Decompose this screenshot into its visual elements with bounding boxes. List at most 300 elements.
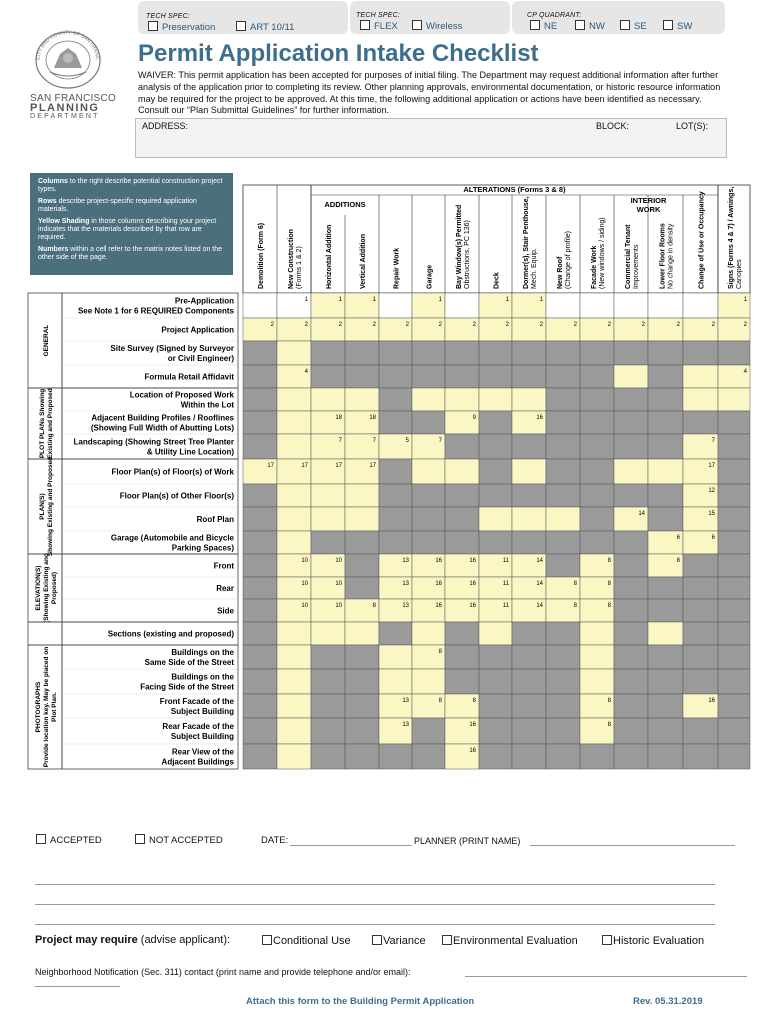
column-header: Lower Floor Rooms	[659, 223, 667, 289]
matrix-cell	[546, 744, 580, 769]
cell-note-number: 2	[505, 322, 509, 328]
matrix-cell	[718, 694, 750, 718]
checkbox-icon	[442, 935, 452, 945]
matrix-cell	[277, 718, 311, 744]
matrix-cell	[683, 718, 718, 744]
matrix-cell	[512, 388, 546, 411]
matrix-cell	[718, 622, 750, 645]
cell-note-number: 1	[372, 297, 376, 303]
column-header: Garage	[426, 264, 434, 289]
matrix-cell	[512, 622, 546, 645]
cell-note-number: 2	[607, 322, 611, 328]
matrix-cell	[345, 744, 379, 769]
matrix-cell	[479, 434, 512, 459]
matrix-cell	[718, 744, 750, 769]
matrix-cell	[311, 365, 345, 388]
cell-note-number: 17	[708, 463, 715, 469]
column-header: Repair Work	[393, 247, 401, 289]
neighborhood-line-1[interactable]	[465, 976, 747, 977]
matrix-cell	[243, 599, 277, 622]
page-title: Permit Application Intake Checklist	[138, 40, 539, 67]
cell-note-number: 10	[301, 558, 308, 564]
row-label: Rear View of the	[171, 747, 234, 757]
row-label: Sections (existing and proposed)	[107, 629, 234, 639]
matrix-cell	[718, 599, 750, 622]
cell-note-number: 10	[301, 581, 308, 587]
row-label: Within the Lot	[180, 400, 234, 410]
matrix-cell	[379, 365, 412, 388]
matrix-cell	[512, 645, 546, 669]
matrix-cell	[379, 293, 412, 318]
row-label: Project Application	[161, 325, 234, 335]
matrix-cell	[614, 622, 648, 645]
cell-note-number: 2	[405, 322, 409, 328]
section-label: PLOT PLANs Showing	[39, 388, 46, 459]
cell-note-number: 13	[402, 698, 409, 704]
variance-checkbox[interactable]: Variance	[372, 935, 426, 947]
group-interior-label: INTERIOR	[630, 196, 667, 205]
matrix-cell	[277, 744, 311, 769]
matrix-cell	[311, 622, 345, 645]
cell-note-number: 6	[676, 535, 680, 541]
matrix-cell	[243, 694, 277, 718]
matrix-cell	[614, 554, 648, 577]
cell-note-number: 11	[502, 603, 509, 609]
matrix-cell	[648, 718, 683, 744]
matrix-cell	[580, 744, 614, 769]
cell-note-number: 17	[301, 463, 308, 469]
matrix-cell	[580, 669, 614, 694]
matrix-cell	[243, 554, 277, 577]
matrix-cell	[345, 669, 379, 694]
matrix-cell	[479, 669, 512, 694]
matrix-cell	[546, 388, 580, 411]
matrix-cell	[345, 577, 379, 599]
checkbox-icon	[262, 935, 272, 945]
matrix-cell	[412, 388, 445, 411]
cell-note-number: 18	[335, 415, 342, 421]
ne-checkbox[interactable]: NE	[530, 20, 557, 32]
info-shading: Yellow Shading in those columns describing your project indicates that the materials described by that row are required.	[38, 217, 217, 242]
cell-note-number: 2	[573, 322, 577, 328]
matrix-cell	[445, 507, 479, 531]
column-header: Horizontal Addition	[326, 224, 333, 289]
matrix-cell	[580, 341, 614, 365]
not-accepted-checkbox[interactable]: NOT ACCEPTED	[135, 834, 223, 846]
matrix-cell	[445, 531, 479, 554]
matrix-cell	[277, 507, 311, 531]
matrix-cell	[648, 669, 683, 694]
matrix-cell	[445, 388, 479, 411]
matrix-cell	[718, 459, 750, 484]
row-label: Location of Proposed Work	[129, 390, 234, 400]
matrix-cell	[648, 411, 683, 434]
cell-note-number: 16	[469, 748, 476, 754]
accepted-checkbox[interactable]: ACCEPTED	[36, 834, 102, 846]
column-header: Dormer(s), Stair Penthouse,	[523, 196, 530, 289]
matrix-cell	[546, 507, 580, 531]
cell-note-number: 10	[335, 558, 342, 564]
cell-note-number: 13	[402, 581, 409, 587]
matrix-cell	[243, 622, 277, 645]
matrix-cell	[614, 599, 648, 622]
group-interior-label: WORK	[636, 205, 661, 214]
matrix-cell	[445, 434, 479, 459]
cell-note-number: 7	[372, 438, 376, 444]
matrix-cell	[243, 365, 277, 388]
project-may-require: Project may require (advise applicant):	[35, 934, 231, 946]
matrix-cell	[277, 411, 311, 434]
row-label: Landscaping (Showing Street Tree Planter	[73, 437, 234, 447]
matrix-cell	[614, 718, 648, 744]
matrix-cell	[311, 694, 345, 718]
matrix-cell	[412, 341, 445, 365]
matrix-cell	[683, 411, 718, 434]
matrix-cell	[243, 434, 277, 459]
se-checkbox[interactable]: SE	[620, 20, 647, 32]
section-label: GENERAL	[43, 324, 50, 357]
footer-rev: Rev. 05.31.2019	[633, 996, 703, 1007]
preservation-checkbox[interactable]: Preservation	[148, 21, 215, 33]
waiver-text: WAIVER: This permit application has been accepted for purposes of initial filing. The Department may request additional information after further analysis of the application prior to completing its review. Other planning approvals, environmental documentation, or historic resource information may be required for the project to be approved. At this time, the following additional application or actions have been identified as necessary. Consult our “Plan Submittal Guidelines” for further information.	[138, 70, 721, 116]
info-numbers: Numbers within a cell refer to the matrix notes listed on the other side of the page.	[38, 245, 223, 262]
matrix-cell	[718, 388, 750, 411]
matrix-cell	[243, 341, 277, 365]
matrix-cell	[479, 507, 512, 531]
cell-note-number: 18	[369, 415, 376, 421]
cell-note-number: 11	[502, 581, 509, 587]
cell-note-number: 8	[573, 603, 577, 609]
notes-line-3[interactable]	[35, 924, 715, 925]
matrix-cell	[614, 365, 648, 388]
matrix-cell	[718, 531, 750, 554]
matrix-cell	[379, 341, 412, 365]
cell-note-number: 1	[505, 297, 509, 303]
matrix-cell	[311, 341, 345, 365]
cell-note-number: 8	[472, 698, 476, 704]
column-header: No change in density	[667, 223, 675, 289]
date-label: DATE:	[261, 835, 289, 846]
matrix-cell	[683, 341, 718, 365]
matrix-cell	[345, 484, 379, 507]
matrix-cell	[648, 434, 683, 459]
matrix-cell	[614, 744, 648, 769]
cell-note-number: 14	[536, 603, 543, 609]
section-label: (Showing Existing and	[43, 553, 50, 623]
matrix-cell	[512, 669, 546, 694]
matrix-cell	[345, 718, 379, 744]
matrix-cell	[379, 388, 412, 411]
matrix-cell	[379, 622, 412, 645]
art-checkbox[interactable]: ART 10/11	[236, 21, 294, 33]
matrix-cell	[512, 531, 546, 554]
notes-line-2[interactable]	[35, 904, 715, 905]
cell-note-number: 16	[469, 558, 476, 564]
matrix-cell	[683, 577, 718, 599]
notes-line-1[interactable]	[35, 884, 715, 885]
column-header: Facade Work	[591, 245, 598, 289]
matrix-cell	[345, 694, 379, 718]
row-label: Parking Spaces)	[171, 543, 234, 553]
matrix-cell	[311, 388, 345, 411]
matrix-cell	[445, 645, 479, 669]
cell-note-number: 2	[438, 322, 442, 328]
matrix-cell	[243, 484, 277, 507]
cell-note-number: 16	[435, 581, 442, 587]
matrix-cell	[648, 577, 683, 599]
section-label: PHOTOGRAPHS	[35, 681, 42, 733]
column-header: Vertical Addition	[360, 234, 367, 289]
matrix-cell	[243, 577, 277, 599]
sw-checkbox[interactable]: SW	[663, 20, 692, 32]
matrix-cell	[412, 484, 445, 507]
cell-note-number: 2	[338, 322, 342, 328]
matrix-cell	[512, 718, 546, 744]
section-label: Existing and Proposed	[47, 388, 54, 459]
matrix-cell	[580, 293, 614, 318]
conditional-use-checkbox[interactable]: Conditional Use	[262, 935, 351, 947]
matrix-cell	[445, 341, 479, 365]
planner-line[interactable]	[530, 845, 735, 846]
flex-checkbox[interactable]: FLEX	[360, 20, 398, 32]
row-label: (Showing Full Width of Abutting Lots)	[90, 423, 234, 433]
cell-note-number: 7	[438, 438, 442, 444]
matrix-cell	[445, 669, 479, 694]
logo-line-3: DEPARTMENT	[30, 113, 100, 120]
matrix-cell	[243, 718, 277, 744]
matrix-cell	[479, 484, 512, 507]
row-label: Subject Building	[170, 732, 234, 741]
matrix-cell	[614, 484, 648, 507]
matrix-cell	[580, 645, 614, 669]
cell-note-number: 2	[676, 322, 680, 328]
matrix-cell	[718, 434, 750, 459]
environmental-evaluation-checkbox[interactable]: Environmental Evaluation	[442, 935, 578, 947]
matrix-cell	[379, 411, 412, 434]
cp-quadrant-label: CP QUADRANT:	[527, 12, 582, 19]
matrix-cell	[412, 531, 445, 554]
matrix-cell	[277, 388, 311, 411]
matrix-cell	[546, 341, 580, 365]
section-label-frame	[62, 554, 238, 622]
group-alterations-label: ALTERATIONS (Forms 3 & 8)	[463, 185, 566, 194]
matrix-cell	[479, 388, 512, 411]
info-rows: Rows describe project-specific required application materials.	[38, 197, 197, 214]
cell-note-number: 1	[539, 297, 543, 303]
matrix-cell	[277, 434, 311, 459]
cell-note-number: 8	[676, 558, 680, 564]
matrix-cell	[412, 459, 445, 484]
matrix-cell	[683, 293, 718, 318]
matrix-cell	[512, 694, 546, 718]
matrix-cell	[614, 669, 648, 694]
row-label: Same Side of the Street	[144, 658, 234, 667]
cell-note-number: 17	[335, 463, 342, 469]
row-label: Facing Side of the Street	[140, 682, 234, 692]
matrix-cell	[445, 365, 479, 388]
section-label: Plot Plan.	[51, 692, 58, 722]
matrix-cell	[546, 554, 580, 577]
cell-note-number: 8	[573, 581, 577, 587]
matrix-cell	[614, 531, 648, 554]
tech-spec-label-1: TECH SPEC:	[146, 13, 191, 20]
matrix-cell	[311, 718, 345, 744]
nw-checkbox[interactable]: NW	[575, 20, 605, 32]
neighborhood-line-2[interactable]	[35, 986, 120, 987]
cell-note-number: 10	[301, 603, 308, 609]
matrix-cell	[546, 434, 580, 459]
matrix-cell	[243, 411, 277, 434]
matrix-cell	[345, 365, 379, 388]
matrix-cell	[546, 622, 580, 645]
matrix-cell	[311, 744, 345, 769]
section-label: Showing Existing and Proposed	[47, 456, 54, 557]
matrix-cell	[683, 599, 718, 622]
cell-note-number: 17	[267, 463, 274, 469]
matrix-cell	[683, 622, 718, 645]
cell-note-number: 16	[469, 581, 476, 587]
matrix-cell	[718, 554, 750, 577]
column-header: Deck	[493, 272, 501, 289]
matrix-cell	[683, 669, 718, 694]
cell-note-number: 2	[743, 322, 747, 328]
column-header: Mech. Equip.	[531, 248, 538, 289]
matrix-cell	[512, 434, 546, 459]
cell-note-number: 9	[472, 415, 476, 421]
cell-note-number: 10	[335, 603, 342, 609]
matrix-cell	[718, 718, 750, 744]
cell-note-number: 6	[711, 535, 715, 541]
cell-note-number: 15	[708, 511, 715, 517]
matrix-cell	[718, 507, 750, 531]
cell-note-number: 1	[338, 297, 342, 303]
matrix-cell	[345, 531, 379, 554]
footer-attach: Attach this form to the Building Permit Application	[246, 996, 475, 1007]
matrix-cell	[243, 507, 277, 531]
matrix-cell	[546, 718, 580, 744]
matrix-cell	[546, 411, 580, 434]
checkbox-icon	[602, 935, 612, 945]
matrix-cell	[648, 599, 683, 622]
matrix-cell	[379, 744, 412, 769]
matrix-cell	[614, 645, 648, 669]
matrix-cell	[479, 459, 512, 484]
matrix-cell	[479, 622, 512, 645]
matrix-cell	[512, 341, 546, 365]
matrix-cell	[243, 645, 277, 669]
cell-note-number: 13	[402, 722, 409, 728]
matrix-cell	[718, 411, 750, 434]
cell-note-number: 8	[438, 649, 442, 655]
address-label: ADDRESS:	[142, 121, 189, 131]
matrix-cell	[412, 669, 445, 694]
matrix-cell	[648, 622, 683, 645]
matrix-cell	[479, 411, 512, 434]
matrix-cell	[648, 694, 683, 718]
matrix-cell	[277, 645, 311, 669]
lot-label: LOT(S):	[676, 121, 709, 131]
matrix-cell	[614, 411, 648, 434]
cell-note-number: 2	[539, 322, 543, 328]
matrix-cell	[412, 744, 445, 769]
matrix-cell	[277, 622, 311, 645]
matrix-cell	[683, 388, 718, 411]
matrix-cell	[345, 645, 379, 669]
column-header: Demolition (Form 6)	[258, 222, 265, 289]
column-header: Commercial Tenant	[625, 224, 632, 289]
matrix-cell	[718, 484, 750, 507]
row-label: Adjacent Building Profiles / Rooflines	[91, 413, 234, 423]
matrix-cell	[648, 484, 683, 507]
row-label: Garage (Automobile and Bicycle	[110, 533, 234, 543]
matrix-cell	[479, 645, 512, 669]
cell-note-number: 7	[338, 438, 342, 444]
column-header: Improvements	[633, 244, 640, 289]
checkbox-icon	[372, 935, 382, 945]
matrix-cell	[512, 744, 546, 769]
neighborhood-notification-label: Neighborhood Notification (Sec. 311) contact (print name and provide telephone and/or email):	[35, 967, 411, 977]
row-label: Formula Retail Affidavit	[144, 372, 234, 382]
cell-note-number: 16	[469, 603, 476, 609]
matrix-cell	[277, 669, 311, 694]
cell-note-number: 5	[405, 438, 409, 444]
cell-note-number: 10	[335, 581, 342, 587]
matrix-cell	[243, 669, 277, 694]
cell-note-number: 2	[372, 322, 376, 328]
section-label: PLAN(S)	[39, 493, 46, 520]
matrix-cell	[648, 293, 683, 318]
cell-note-number: 8	[438, 698, 442, 704]
matrix-cell	[379, 459, 412, 484]
cell-note-number: 13	[402, 558, 409, 564]
matrix-cell	[243, 531, 277, 554]
cell-note-number: 8	[607, 698, 611, 704]
cell-note-number: 14	[638, 511, 645, 517]
cell-note-number: 2	[711, 322, 715, 328]
date-line[interactable]	[290, 845, 412, 846]
matrix-cell	[277, 341, 311, 365]
logo-line-1: SAN FRANCISCO	[30, 93, 117, 104]
wireless-checkbox[interactable]: Wireless	[412, 20, 462, 32]
matrix-cell	[648, 341, 683, 365]
matrix-cell	[311, 669, 345, 694]
matrix-cell	[379, 531, 412, 554]
cell-note-number: 4	[743, 369, 747, 375]
matrix-cell	[614, 388, 648, 411]
row-label: or Civil Engineer)	[167, 354, 234, 363]
matrix-cell	[311, 645, 345, 669]
matrix-cell	[648, 744, 683, 769]
matrix-cell	[479, 744, 512, 769]
matrix-cell	[412, 718, 445, 744]
matrix-cell	[546, 531, 580, 554]
matrix-cell	[718, 669, 750, 694]
seal-text: CITY AND COUNTY OF SAN FRANC	[35, 30, 101, 61]
cell-note-number: 2	[304, 322, 308, 328]
matrix-cell	[614, 341, 648, 365]
matrix-cell	[546, 645, 580, 669]
historic-evaluation-checkbox[interactable]: Historic Evaluation	[602, 935, 704, 947]
row-label: Adjacent Buildings	[161, 757, 234, 767]
matrix-cell	[512, 365, 546, 388]
matrix-cell	[479, 341, 512, 365]
block-label: BLOCK:	[596, 121, 630, 131]
matrix-cell	[683, 365, 718, 388]
row-label: Buildings on the	[171, 672, 234, 682]
matrix-cell	[546, 694, 580, 718]
row-label: Site Survey (Signed by Surveyor	[110, 344, 234, 353]
matrix-cell	[345, 388, 379, 411]
